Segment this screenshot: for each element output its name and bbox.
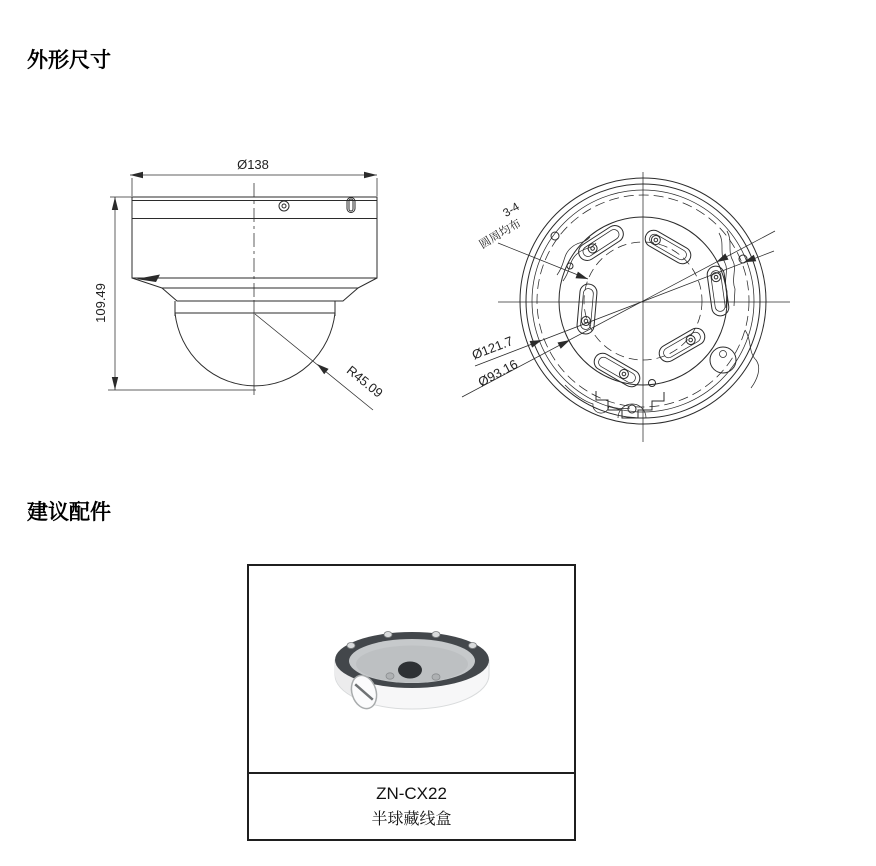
side-view-drawing bbox=[93, 157, 386, 410]
side-height-label: 109.49 bbox=[93, 283, 108, 323]
screw-note-line1: 3-4 bbox=[501, 201, 522, 220]
side-diameter-label: Ø138 bbox=[237, 157, 269, 172]
base-view-drawing bbox=[462, 172, 790, 442]
inner-circle-label: Ø93.16 bbox=[475, 356, 521, 390]
accessory-photo-area bbox=[249, 566, 574, 772]
junction-box-image bbox=[332, 617, 492, 721]
accessories-heading: 建议配件 bbox=[27, 501, 111, 524]
bolt-circle-label: Ø121.7 bbox=[469, 333, 515, 363]
slot bbox=[591, 350, 643, 390]
side-radius-label: R45.09 bbox=[343, 362, 386, 401]
accessory-card bbox=[247, 564, 576, 841]
screw-note-line2: 圆周均布 bbox=[477, 217, 524, 252]
dimensions-heading: 外形尺寸 bbox=[27, 49, 111, 72]
accessory-labels bbox=[249, 772, 574, 833]
accessory-model: ZN-CX22 bbox=[376, 784, 447, 803]
accessory-name: 半球藏线盒 bbox=[371, 811, 452, 828]
